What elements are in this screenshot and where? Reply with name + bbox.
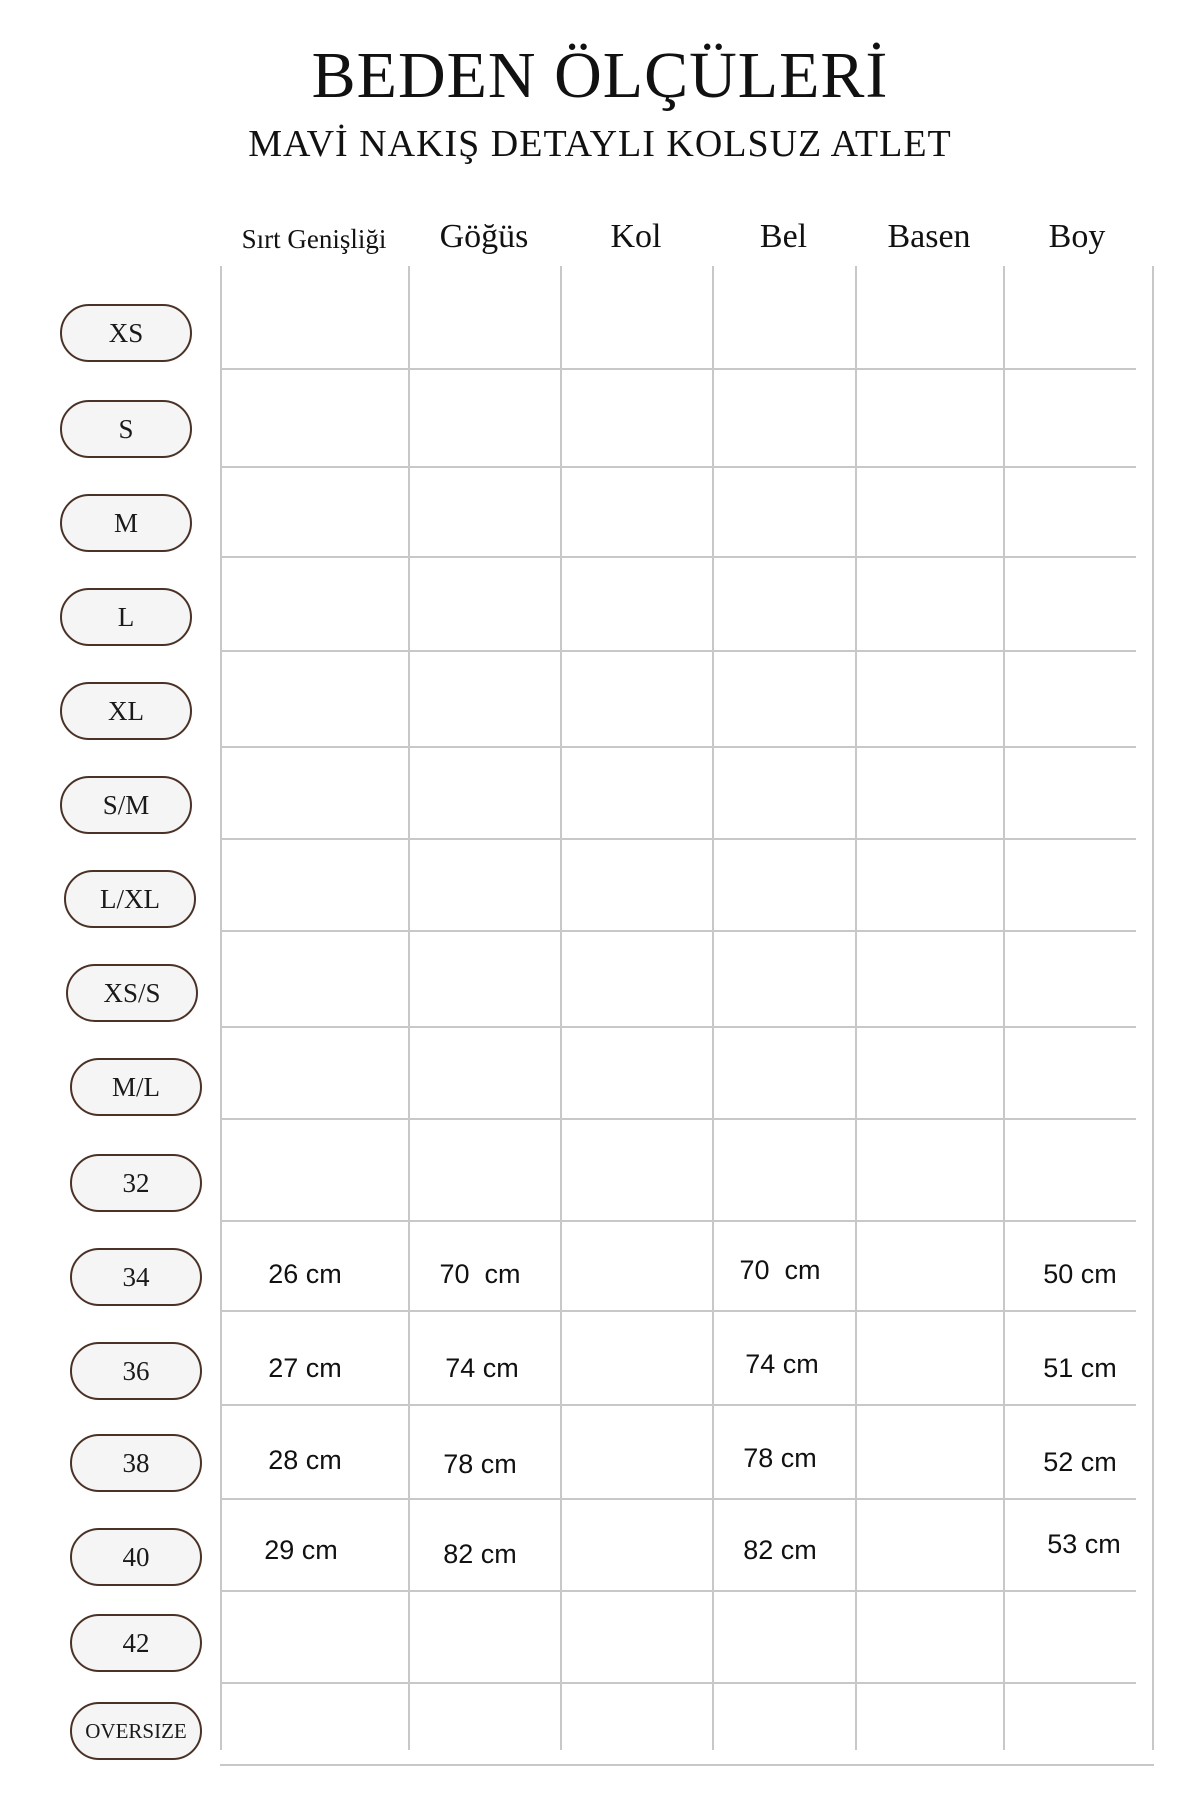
cell-40-bel: 82 cm [743,1535,817,1565]
size-pill-38[interactable]: 38 [70,1434,202,1492]
size-pill-s[interactable]: S [60,400,192,458]
size-pill-34[interactable]: 34 [70,1248,202,1306]
grid-vline [560,266,562,1750]
cell-34-bel: 70 cm [739,1255,821,1285]
col-header-boy: Boy [1048,218,1106,255]
cell-38-gogus: 78 cm [443,1449,517,1479]
grid-hline [220,368,1136,370]
size-pill-42[interactable]: 42 [70,1614,202,1672]
cell-40-boy: 53 cm [1047,1529,1121,1559]
grid-vline [408,266,410,1750]
grid-vline [1003,266,1005,1750]
size-pill-40[interactable]: 40 [70,1528,202,1586]
size-pill-xs-s[interactable]: XS/S [66,964,198,1022]
col-header-kol: Kol [610,218,662,255]
size-pill-36[interactable]: 36 [70,1342,202,1400]
size-pill-m[interactable]: M [60,494,192,552]
cell-40-gogus: 82 cm [443,1539,517,1569]
cell-36-boy: 51 cm [1043,1353,1117,1383]
grid-hline [220,1404,1136,1406]
grid-hline [220,1026,1136,1028]
size-pill-s-m[interactable]: S/M [60,776,192,834]
grid-hline [220,1764,1154,1766]
col-header-bel: Bel [759,218,808,255]
grid-hline [220,1118,1136,1120]
grid-hline [220,556,1136,558]
grid-hline [220,1498,1136,1500]
grid-hline [220,1310,1136,1312]
page-subtitle: MAVİ NAKIŞ DETAYLI KOLSUZ ATLET [248,123,952,165]
col-header-gogus: Göğüs [439,218,529,255]
size-pill-m-l[interactable]: M/L [70,1058,202,1116]
grid-hline [220,466,1136,468]
cell-36-bel: 74 cm [745,1349,819,1379]
cell-34-boy: 50 cm [1043,1259,1117,1289]
size-pill-l[interactable]: L [60,588,192,646]
size-pill-xl[interactable]: XL [60,682,192,740]
size-pill-l-xl[interactable]: L/XL [64,870,196,928]
grid-vline [712,266,714,1750]
size-pill-32[interactable]: 32 [70,1154,202,1212]
grid-vline [220,266,222,1750]
cell-34-sirt: 26 cm [268,1259,342,1289]
cell-38-sirt: 28 cm [268,1445,342,1475]
grid-vline [855,266,857,1750]
cell-34-gogus: 70 cm [439,1259,521,1289]
page-title: BEDEN ÖLÇÜLERİ [311,39,889,112]
size-pill-oversize[interactable]: OVERSIZE [70,1702,202,1760]
grid-hline [220,1682,1136,1684]
grid-hline [220,930,1136,932]
cell-36-sirt: 27 cm [268,1353,342,1383]
grid-hline [220,1590,1136,1592]
grid-hline [220,746,1136,748]
grid-hline [220,1220,1136,1222]
cell-36-gogus: 74 cm [445,1353,519,1383]
col-header-basen: Basen [887,218,971,255]
cell-38-bel: 78 cm [743,1443,817,1473]
col-header-sirt: Sırt Genişliği [241,224,387,254]
cell-38-boy: 52 cm [1043,1447,1117,1477]
grid-hline [220,650,1136,652]
size-pill-xs[interactable]: XS [60,304,192,362]
grid-hline [220,838,1136,840]
cell-40-sirt: 29 cm [264,1535,338,1565]
